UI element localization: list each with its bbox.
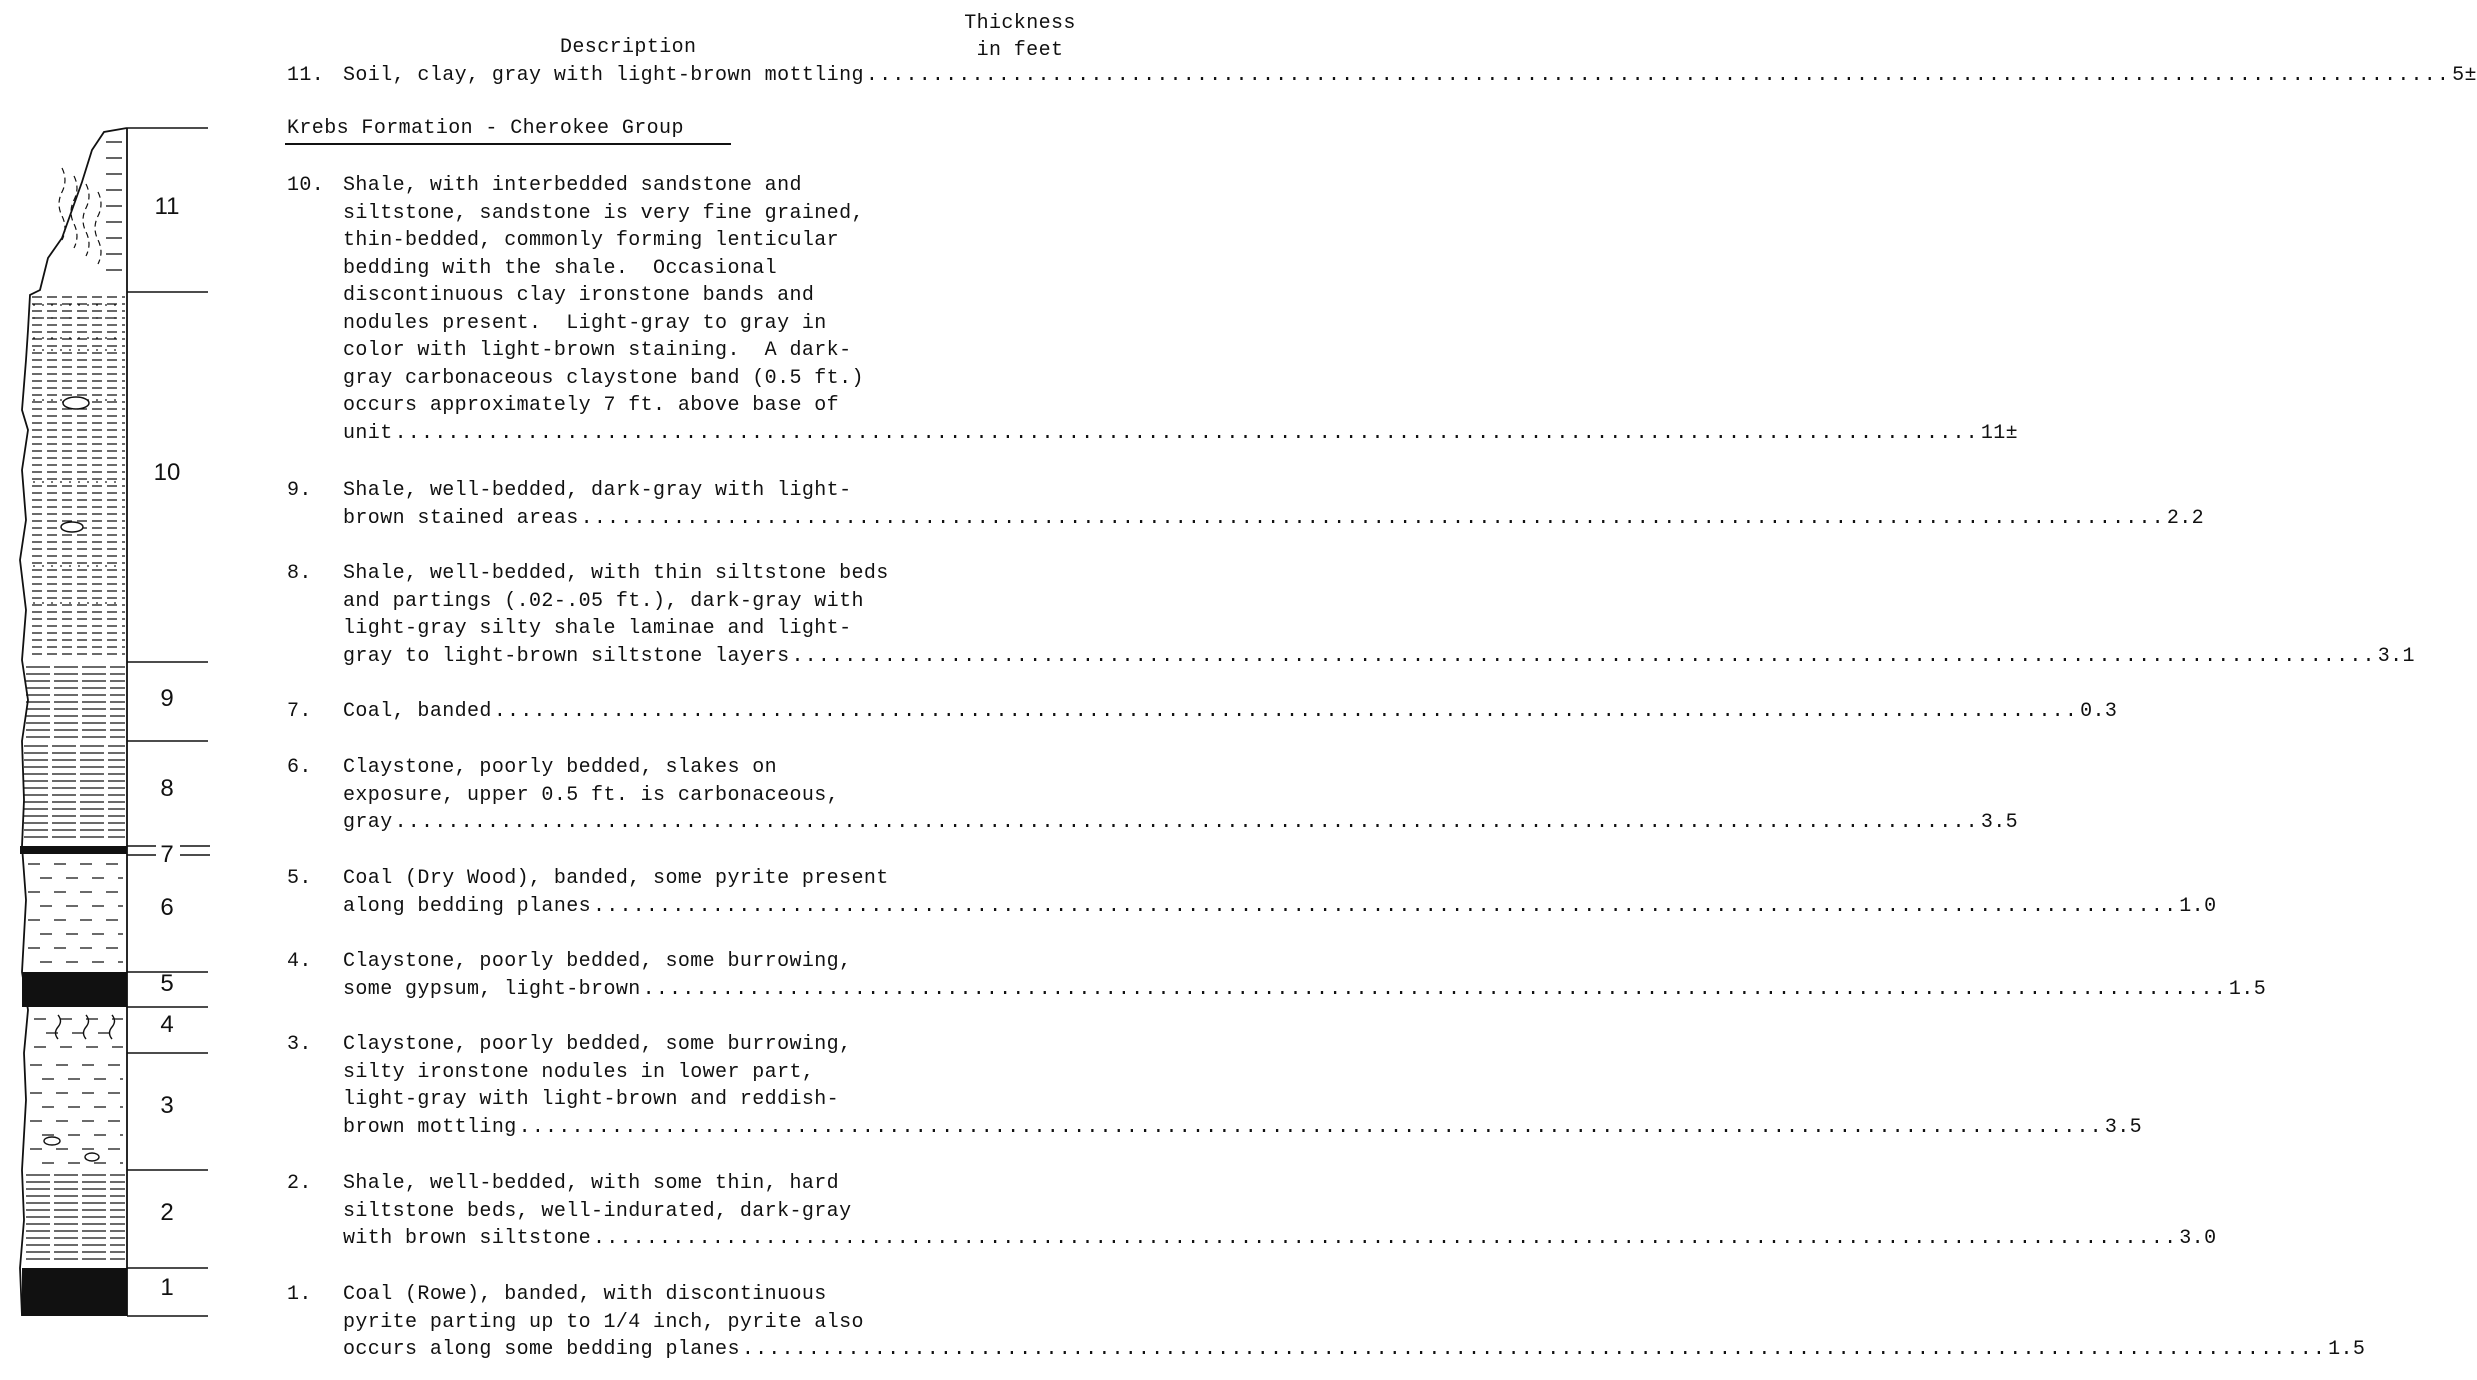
siltstone-dot (96, 304, 98, 306)
dot-leader: ........................................................................................................................ (394, 421, 1979, 445)
weathering-profile-outline (20, 128, 127, 1316)
description-line: Shale, well-bedded, with thin siltstone beds (343, 562, 889, 585)
siltstone-dot (33, 317, 35, 319)
unit-label-1: 1 (160, 1274, 174, 1301)
thickness-value: 3.5 (1980, 811, 2019, 834)
description-line: gray carbonaceous claystone band (0.5 ft.) (343, 366, 864, 390)
siltstone-dot (69, 565, 71, 567)
siltstone-dot (114, 337, 116, 339)
siltstone-dot (105, 565, 107, 567)
siltstone-dot (105, 481, 107, 483)
description-leader-line (343, 976, 2267, 1004)
unit-description (343, 754, 2019, 837)
unit-number: 11. (287, 64, 325, 87)
unit-label-4: 4 (160, 1011, 174, 1038)
description-header: Description (560, 36, 697, 59)
siltstone-dot (51, 399, 53, 401)
siltstone-dot (114, 317, 116, 319)
siltstone-dot (60, 304, 62, 306)
coal-bed (22, 972, 127, 1007)
unit-number: 3. (287, 1033, 312, 1056)
description-line: Shale, well-bedded, with some thin, hard (343, 1172, 840, 1195)
siltstone-dot (33, 337, 35, 339)
thickness-value: 3.0 (2179, 1227, 2217, 1250)
siltstone-dot (42, 602, 44, 604)
siltstone-dot (42, 481, 44, 483)
description-line: Coal (Dry Wood), banded, some pyrite present (343, 867, 889, 890)
siltstone-dot (51, 481, 53, 483)
unit-label-8: 8 (160, 775, 174, 802)
description-line: and partings (.02-.05 ft.), dark-gray with (343, 589, 864, 613)
coal-bed (22, 1268, 127, 1316)
root-mark (83, 184, 89, 256)
siltstone-dot (114, 304, 116, 306)
siltstone-dot (78, 349, 80, 351)
siltstone-dot (69, 481, 71, 483)
unit-description (343, 1031, 2143, 1141)
description-line: exposure, upper 0.5 ft. is carbonaceous, (343, 783, 840, 807)
siltstone-dot (60, 317, 62, 319)
ironstone-nodule (85, 1153, 99, 1161)
description-line: unit (343, 421, 393, 445)
siltstone-dot (96, 337, 98, 339)
thickness-value: 2.2 (2166, 506, 2205, 530)
unit-number: 6. (287, 756, 312, 779)
description-leader-line (343, 1225, 2217, 1253)
stratigraphic-column (0, 0, 240, 1380)
siltstone-dot (78, 565, 80, 567)
thickness-value: 0.3 (2080, 700, 2118, 723)
dot-leader: ........................................................................................................................ (593, 894, 2178, 918)
siltstone-dot (87, 565, 89, 567)
dot-leader: ........................................................................................................................ (394, 811, 1979, 834)
description-line: thin-bedded, commonly forming lenticular (343, 229, 840, 252)
description-line: brown mottling (343, 1115, 517, 1139)
siltstone-dot (96, 481, 98, 483)
siltstone-dot (60, 565, 62, 567)
siltstone-dot (60, 481, 62, 483)
description-leader-line (343, 1336, 2366, 1364)
siltstone-dot (96, 349, 98, 351)
siltstone-dot (78, 481, 80, 483)
siltstone-dot (96, 565, 98, 567)
siltstone-dot (78, 337, 80, 339)
description-leader-line (343, 62, 2477, 90)
thickness-value: 1.0 (2179, 894, 2217, 918)
siltstone-dot (33, 349, 35, 351)
root-mark (59, 168, 65, 240)
siltstone-dot (105, 602, 107, 604)
description-line: gray to light-brown siltstone layers (343, 644, 790, 668)
siltstone-dot (60, 602, 62, 604)
description-line: Shale, with interbedded sandstone and (343, 174, 802, 197)
unit-label-5: 5 (160, 970, 174, 997)
thickness-header-line2: in feet (976, 39, 1064, 62)
siltstone-dot (69, 317, 71, 319)
siltstone-dot (42, 337, 44, 339)
siltstone-dot (60, 399, 62, 401)
dot-leader: ........................................................................................................................ (791, 644, 2376, 668)
description-line: Coal (Rowe), banded, with discontinuous (343, 1283, 827, 1306)
description-line: along bedding planes (343, 894, 592, 918)
unit-description (343, 477, 2205, 532)
unit-description (343, 172, 2019, 447)
siltstone-dot (105, 399, 107, 401)
dot-leader: ........................................................................................................................ (865, 64, 2451, 87)
siltstone-dot (33, 399, 35, 401)
dot-leader: ........................................................................................................................ (493, 700, 2079, 723)
description-line: occurs approximately 7 ft. above base of (343, 394, 840, 417)
description-line: Shale, well-bedded, dark-gray with light- (343, 479, 852, 502)
siltstone-dot (96, 317, 98, 319)
dot-leader: ........................................................................................................................ (593, 1227, 2178, 1250)
siltstone-dot (42, 317, 44, 319)
siltstone-dot (78, 304, 80, 306)
unit-label-9: 9 (160, 685, 174, 712)
description-line: light-gray silty shale laminae and light- (343, 617, 852, 640)
dot-leader: ........................................................................................................................ (580, 506, 2165, 530)
siltstone-dot (51, 349, 53, 351)
description-line: nodules present. Light-gray to gray in (343, 311, 827, 335)
siltstone-dot (105, 337, 107, 339)
siltstone-dot (51, 317, 53, 319)
siltstone-dot (87, 349, 89, 351)
siltstone-dot (60, 337, 62, 339)
siltstone-dot (105, 349, 107, 351)
dot-leader: ........................................................................................................................ (741, 1338, 2327, 1361)
thickness-value: 3.1 (2377, 644, 2415, 668)
siltstone-dot (114, 602, 116, 604)
siltstone-dot (33, 565, 35, 567)
unit-label-7: 7 (160, 841, 174, 868)
ironstone-nodule (63, 397, 89, 409)
siltstone-dot (51, 304, 53, 306)
description-leader-line (343, 1114, 2143, 1142)
unit-number: 1. (287, 1283, 312, 1306)
description-line: occurs along some bedding planes (343, 1338, 740, 1361)
thickness-value: 3.5 (2104, 1115, 2143, 1139)
siltstone-dot (60, 349, 62, 351)
burrow-mark (56, 1015, 61, 1039)
description-leader-line (343, 809, 2019, 837)
thickness-value: 1.5 (2328, 1338, 2366, 1361)
description-line: Claystone, poorly bedded, some burrowing, (343, 950, 852, 973)
description-line: gray (343, 811, 393, 834)
description-line: light-gray with light-brown and reddish- (343, 1088, 840, 1111)
root-mark (95, 192, 101, 264)
siltstone-dot (69, 349, 71, 351)
siltstone-dot (87, 602, 89, 604)
unit-label-11: 11 (154, 193, 180, 220)
thickness-value: 1.5 (2228, 977, 2267, 1001)
formation-title: Krebs Formation - Cherokee Group (287, 117, 684, 140)
siltstone-dot (42, 565, 44, 567)
unit-label-10: 10 (153, 459, 181, 486)
description-leader-line (343, 698, 2118, 726)
description-line: siltstone, sandstone is very fine grained, (343, 201, 864, 225)
description-line: pyrite parting up to 1/4 inch, pyrite also (343, 1310, 864, 1334)
siltstone-dot (114, 481, 116, 483)
siltstone-dot (69, 337, 71, 339)
siltstone-dot (87, 317, 89, 319)
description-line: Claystone, poorly bedded, some burrowing, (343, 1033, 852, 1056)
description-line: with brown siltstone (343, 1227, 592, 1250)
thickness-value: 11± (1980, 421, 2019, 445)
ironstone-nodule (61, 522, 83, 532)
unit-description (343, 1170, 2217, 1253)
siltstone-dot (87, 481, 89, 483)
description-line: Soil, clay, gray with light-brown mottling (343, 64, 864, 87)
description-line: discontinuous clay ironstone bands and (343, 284, 815, 307)
siltstone-dot (42, 304, 44, 306)
unit-number: 2. (287, 1172, 312, 1195)
unit-description (343, 62, 2477, 90)
unit-number: 9. (287, 479, 312, 502)
unit-description (343, 948, 2267, 1003)
siltstone-dot (69, 304, 71, 306)
ironstone-nodule (44, 1137, 60, 1145)
description-line: color with light-brown staining. A dark- (343, 339, 852, 362)
siltstone-dot (51, 565, 53, 567)
description-line: silty ironstone nodules in lower part, (343, 1060, 815, 1084)
description-line: some gypsum, light-brown (343, 977, 641, 1001)
unit-label-2: 2 (160, 1199, 174, 1226)
description-line: brown stained areas (343, 506, 579, 530)
siltstone-dot (42, 349, 44, 351)
siltstone-dot (114, 349, 116, 351)
description-line: Claystone, poorly bedded, slakes on (343, 756, 778, 779)
siltstone-dot (87, 337, 89, 339)
unit-label-3: 3 (160, 1092, 174, 1119)
siltstone-dot (105, 304, 107, 306)
siltstone-dot (42, 399, 44, 401)
siltstone-dot (51, 337, 53, 339)
description-leader-line (343, 420, 2019, 448)
siltstone-dot (33, 602, 35, 604)
siltstone-dot (114, 399, 116, 401)
unit-number: 10. (287, 174, 325, 197)
siltstone-dot (105, 317, 107, 319)
siltstone-dot (114, 565, 116, 567)
unit-number: 7. (287, 700, 312, 723)
siltstone-dot (96, 399, 98, 401)
unit-number: 5. (287, 867, 312, 890)
description-leader-line (343, 893, 2217, 921)
description-line: bedding with the shale. Occasional (343, 256, 778, 280)
thickness-header (950, 10, 1090, 64)
unit-description (343, 698, 2118, 726)
siltstone-dot (78, 317, 80, 319)
thickness-value: 5± (2452, 64, 2477, 87)
description-line: siltstone beds, well-indurated, dark-gray (343, 1199, 852, 1223)
unit-description (343, 865, 2217, 920)
siltstone-dot (78, 602, 80, 604)
siltstone-dot (33, 304, 35, 306)
dot-leader: ........................................................................................................................ (518, 1115, 2103, 1139)
description-line: Coal, banded (343, 700, 492, 723)
unit-number: 8. (287, 562, 312, 585)
siltstone-dot (87, 304, 89, 306)
dot-leader: ........................................................................................................................ (642, 977, 2227, 1001)
siltstone-dot (69, 602, 71, 604)
formation-underline (285, 143, 731, 145)
unit-label-6: 6 (160, 894, 174, 921)
description-leader-line (343, 505, 2205, 533)
siltstone-dot (51, 602, 53, 604)
siltstone-dot (96, 602, 98, 604)
siltstone-dot (33, 481, 35, 483)
unit-description (343, 1281, 2366, 1364)
coal-bed (20, 846, 127, 854)
description-leader-line (343, 643, 2415, 671)
unit-number: 4. (287, 950, 312, 973)
unit-description (343, 560, 2415, 670)
thickness-header-line1: Thickness (964, 12, 1076, 35)
